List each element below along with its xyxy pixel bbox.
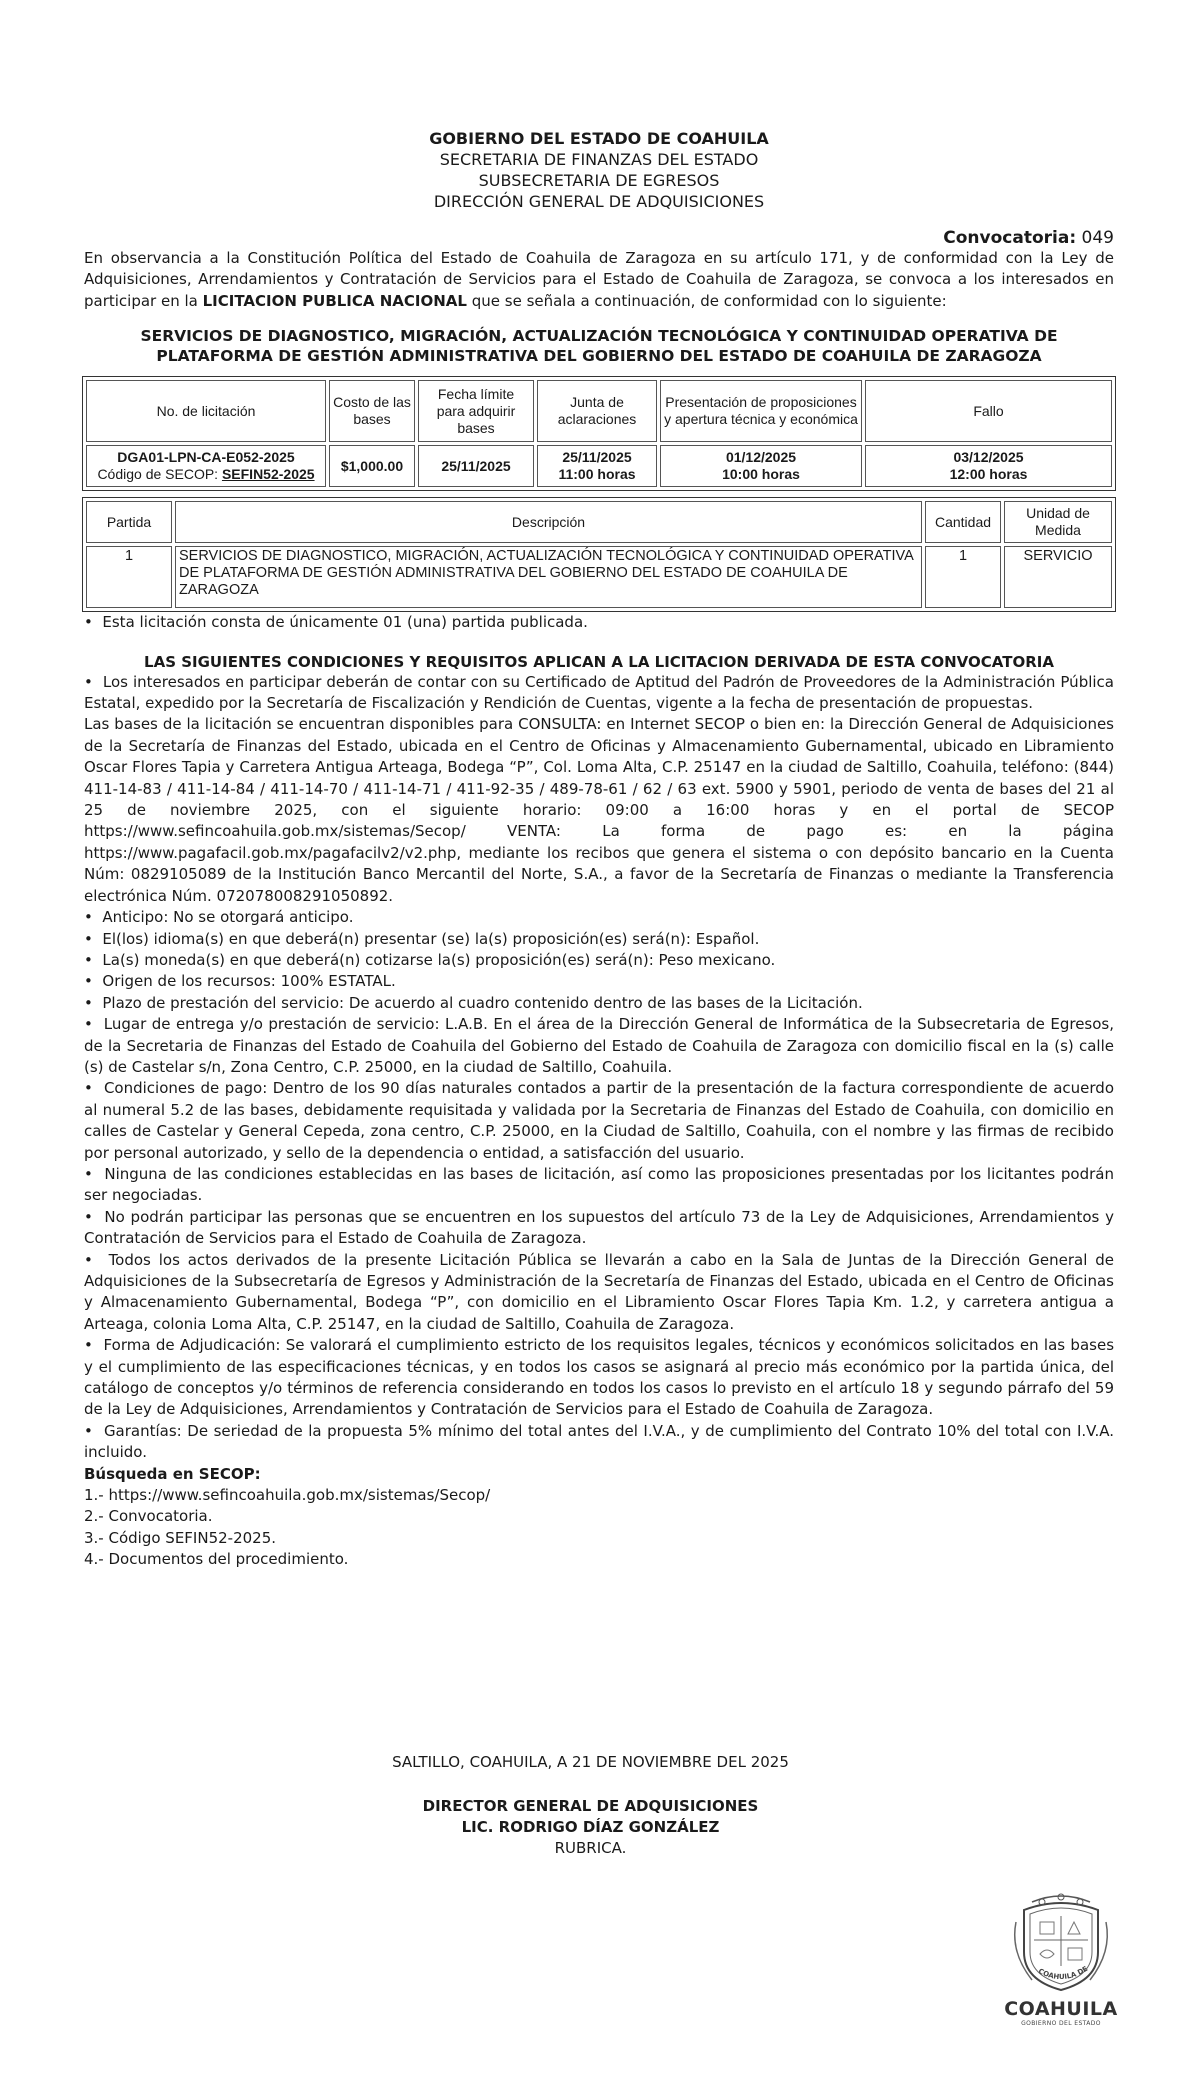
footer-signature (0, 1796, 1181, 1859)
coahuila-seal-icon (1002, 1892, 1120, 1992)
secop-search-steps (84, 1464, 1114, 1571)
conditions-list (84, 672, 1114, 1464)
signer-rubrica: RUBRICA. (554, 1839, 627, 1857)
partidas-table (82, 497, 1116, 612)
cell-unidad: SERVICIO (1004, 546, 1112, 608)
header-presentacion: Presentación de proposiciones y apertura técnica y económica (660, 380, 862, 442)
header-descripcion: Descripción (175, 501, 922, 543)
table-row (86, 445, 1112, 487)
presentacion-date: 01/12/2025 (725, 449, 797, 466)
condition-moneda: • La(s) moneda(s) en que deberá(n) cotizarse la(s) proposición(es) será(n): Peso mexicano. (84, 950, 1114, 971)
licitacion-number: DGA01-LPN-CA-E052-2025 (117, 449, 295, 466)
condition-recursos: • Origen de los recursos: 100% ESTATAL. (84, 971, 1114, 992)
cell-cantidad: 1 (925, 546, 1001, 608)
header-secretaria: SECRETARIA DE FINANZAS DEL ESTADO (439, 150, 759, 169)
secop-code-line (90, 466, 322, 483)
logo-name: COAHUILA (1004, 1998, 1118, 2020)
secop-step-4: 4.- Documentos del procedimiento. (84, 1550, 349, 1569)
cell-fecha-limite: 25/11/2025 (418, 445, 534, 487)
table-row (86, 546, 1112, 608)
coahuila-logo (1002, 1892, 1120, 2027)
condition-certificado: • Los interesados en participar deberán de contar con su Certificado de Aptitud del Padrón de Proveedores de la Administración Pública Estatal, expedido por la Secretaría de Fiscalización y Rendición de Cuentas, vigente a la fecha de presentación de propuestas. (84, 672, 1114, 715)
header-fallo: Fallo (865, 380, 1112, 442)
header-costo: Costo de las bases (329, 380, 415, 442)
junta-date: 25/11/2025 (562, 449, 632, 466)
secop-search-title: Búsqueda en SECOP: (84, 1464, 261, 1483)
licitacion-schedule-table (82, 376, 1116, 491)
document-page (84, 128, 1114, 1571)
condition-negociacion: • Ninguna de las condiciones establecidas en las bases de licitación, así como las proposiciones presentadas por los licitantes podrán ser negociadas. (84, 1164, 1114, 1207)
presentacion-time: 10:00 horas (722, 466, 800, 483)
header-no-licitacion: No. de licitación (86, 380, 326, 442)
intro-paragraph (84, 248, 1114, 312)
header-subsecretaria: SUBSECRETARIA DE EGRESOS (478, 171, 720, 190)
header-direccion: DIRECCIÓN GENERAL DE ADQUISICIONES (433, 192, 765, 211)
cell-descripcion: SERVICIOS DE DIAGNOSTICO, MIGRACIÓN, ACTUALIZACIÓN TECNOLÓGICA Y CONTINUIDAD OPERATIVA DE PLATAFORMA DE GESTIÓN ADMINISTRATIVA DEL GOBIERNO DEL ESTADO DE COAHUILA DE ZARAGOZA (175, 546, 922, 608)
secop-step-3: 3.- Código SEFIN52-2025. (84, 1528, 277, 1547)
condition-garantias: • Garantías: De seriedad de la propuesta 5% mínimo del total antes del I.V.A., y de cumplimiento del Contrato 10% del total con I.V.A. incluido. (84, 1421, 1114, 1464)
condition-actos: • Todos los actos derivados de la presente Licitación Pública se llevarán a cabo en la Sala de Juntas de la Dirección General de Adquisiciones de la Subsecretaría de Egresos y Administración de la Secretaría de Finanzas del Estado, ubicada en el Centro de Oficinas y Almacenamiento Gubernamental, Bodega “P”, con domicilio en el Libramiento Oscar Flores Tapia Km. 1.2, y carretera antigua a Arteaga, colonia Loma Alta, C.P. 25147, en la ciudad de Saltillo, Coahuila de Zaragoza. (84, 1250, 1114, 1336)
header-cantidad: Cantidad (925, 501, 1001, 543)
secop-step-1: 1.- https://www.sefincoahuila.gob.mx/sistemas/Secop/ (84, 1486, 491, 1505)
intro-text-2: que se señala a continuación, de conformidad con lo siguiente: (466, 291, 947, 310)
cell-fallo (865, 445, 1112, 487)
condition-participacion: • No podrán participar las personas que se encuentren en los supuestos del artículo 73 de la Ley de Adquisiciones, Arrendamientos y Contratación de Servicios para el Estado de Coahuila de Zaragoza. (84, 1207, 1114, 1250)
cell-presentacion (660, 445, 862, 487)
junta-time: 11:00 horas (558, 466, 636, 483)
partida-note: • Esta licitación consta de únicamente 01 (una) partida publicada. (84, 612, 1114, 633)
cell-licitacion (86, 445, 326, 487)
conditions-title: LAS SIGUIENTES CONDICIONES Y REQUISITOS APLICAN A LA LICITACION DERIVADA DE ESTA CONVOCATORIA (144, 652, 1054, 671)
secop-code: SEFIN52-2025 (221, 466, 315, 483)
header-unidad: Unidad de Medida (1004, 501, 1112, 543)
seal-lettering: COAHUILA DE (1037, 1964, 1090, 1982)
header-junta: Junta de aclaraciones (537, 380, 657, 442)
signer-position: DIRECTOR GENERAL DE ADQUISICIONES (422, 1797, 759, 1815)
condition-idioma: • El(los) idioma(s) en que deberá(n) presentar (se) la(s) proposición(es) será(n): Español. (84, 929, 1114, 950)
header-government: GOBIERNO DEL ESTADO DE COAHUILA (429, 129, 769, 148)
cell-partida: 1 (86, 546, 172, 608)
fallo-time: 12:00 horas (949, 466, 1028, 483)
convocatoria-value: 049 (1081, 228, 1114, 248)
condition-pago: • Condiciones de pago: Dentro de los 90 días naturales contados a partir de la presentación de la factura correspondiente de acuerdo al numeral 5.2 de las bases, debidamente requisitada y validada por la Secretaria de Finanzas del Estado de Coahuila, con domicilio en calles de Castelar y General Cepeda, zona centro, C.P. 25000, en la Ciudad de Saltillo, Coahuila, con el nombre y las firmas de recibido por personal autorizado, y sello de la dependencia o entidad, a satisfacción del usuario. (84, 1078, 1114, 1164)
table-header-row (86, 380, 1112, 442)
subject-title: SERVICIOS DE DIAGNOSTICO, MIGRACIÓN, ACTUALIZACIÓN TECNOLÓGICA Y CONTINUIDAD OPERATIVA DE PLATAFORMA DE GESTIÓN ADMINISTRATIVA DEL GOBIERNO DEL ESTADO DE COAHUILA DE ZARAGOZA (140, 327, 1058, 366)
intro-text-1: En observancia a la Constitución Política del Estado de Coahuila de Zaragoza en su artículo 171, y de conformidad con la Ley de Adquisiciones, Arrendamientos y Contratación de Servicios para el Estado de Coahuila de Zaragoza, se convoca a los interesados en participar en la (84, 249, 1114, 310)
convocatoria-label: Convocatoria: (943, 228, 1077, 248)
header-fecha-limite: Fecha límite para adquirir bases (418, 380, 534, 442)
cell-junta (537, 445, 657, 487)
signer-name: LIC. RODRIGO DÍAZ GONZÁLEZ (461, 1818, 720, 1836)
intro-licitacion-type: LICITACION PUBLICA NACIONAL (202, 291, 467, 310)
condition-adjudicacion: • Forma de Adjudicación: Se valorará el cumplimiento estricto de los requisitos legales, técnicos y económicos solicitados en las bases y el cumplimiento de las especificaciones técnicas, y en todos los casos se asignará al precio más económico por la partida única, del catálogo de conceptos y/o términos de referencia considerando en todos los casos lo previsto en el artículo 18 y segundo párrafo del 59 de la Ley de Adquisiciones, Arrendamientos y Contratación de Servicios para el Estado de Coahuila de Zaragoza. (84, 1335, 1114, 1421)
cell-costo: $1,000.00 (329, 445, 415, 487)
fallo-date: 03/12/2025 (953, 449, 1024, 466)
logo-subtitle: GOBIERNO DEL ESTADO (1021, 2020, 1101, 2027)
header-partida: Partida (86, 501, 172, 543)
condition-lugar-entrega: • Lugar de entrega y/o prestación de servicio: L.A.B. En el área de la Dirección General de Informática de la Subsecretaria de Egresos, de la Secretaria de Finanzas del Estado de Coahuila del Gobierno del Estado de Coahuila de Zaragoza con domicilio fiscal en la (s) calle (s) de Castelar s/n, Zona Centro, C.P. 25000, en la ciudad de Saltillo, Coahuila. (84, 1014, 1114, 1078)
footer-place-date: SALTILLO, COAHUILA, A 21 DE NOVIEMBRE DEL 2025 (392, 1753, 789, 1771)
condition-bases: Las bases de la licitación se encuentran disponibles para CONSULTA: en Internet SECOP o bien en: la Dirección General de Adquisiciones de la Secretaría de Finanzas del Estado, ubicada en el Centro de Oficinas y Almacenamiento Gubernamental, ubicado en Libramiento Oscar Flores Tapia y Carretera Antigua Arteaga, Bodega “P”, Col. Loma Alta, C.P. 25147 en la ciudad de Saltillo, Coahuila, teléfono: (844) 411-14-83 / 411-14-84 / 411-14-70 / 411-14-71 / 411-92-35 / 489-78-61 / 62 / 63 ext. 5900 y 5901, periodo de venta de bases del 21 al 25 de noviembre 2025, con el siguiente horario: 09:00 a 16:00 horas y en el portal de SECOP https://www.sefincoahuila.gob.mx/sistemas/Secop/ VENTA: La forma de pago es: en la página https://www.pagafacil.gob.mx/pagafacilv2/v2.php, mediante los recibos que genera el sistema o con depósito bancario en la Cuenta Núm: 0829105089 de la Institución Banco Mercantil del Norte, S.A., a favor de la Secretaría de Finanzas o mediante la Transferencia electrónica Núm. 072078008291050892. (84, 715, 1114, 905)
condition-anticipo: • Anticipo: No se otorgará anticipo. (84, 907, 1114, 928)
table-header-row (86, 501, 1112, 543)
secop-step-2: 2.- Convocatoria. (84, 1507, 213, 1526)
convocatoria-number (84, 228, 1114, 248)
document-header (84, 128, 1114, 212)
condition-plazo: • Plazo de prestación del servicio: De acuerdo al cuadro contenido dentro de las bases de la Licitación. (84, 993, 1114, 1014)
secop-label: Código de SECOP: (97, 466, 222, 483)
